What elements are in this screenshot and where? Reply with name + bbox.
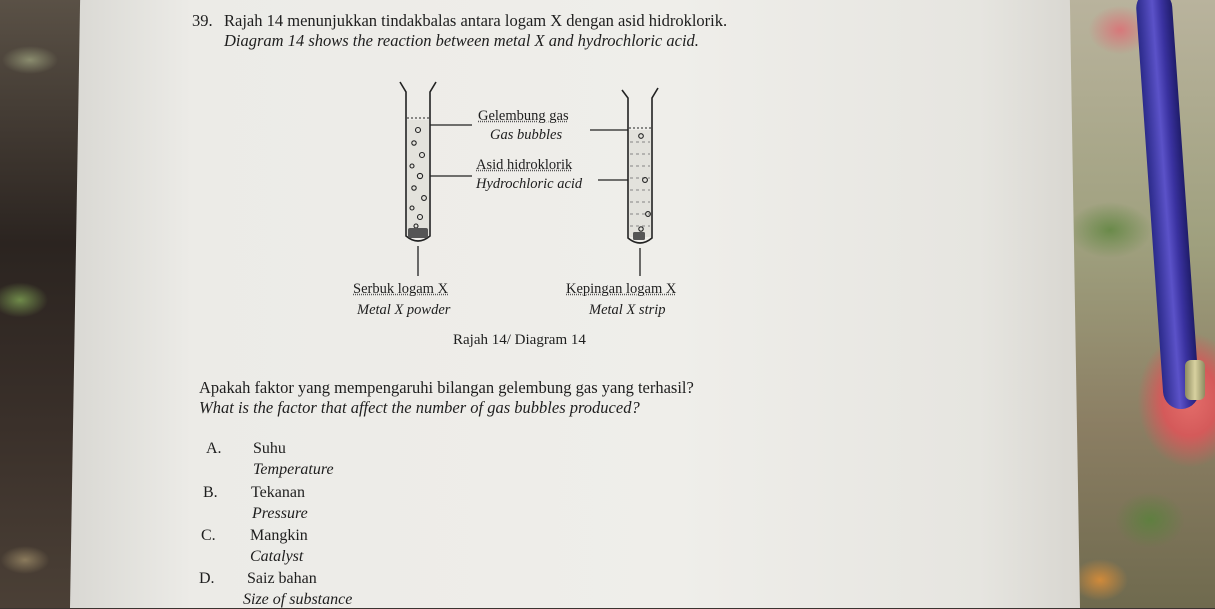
label-powder-english: Metal X powder: [357, 302, 451, 318]
option-d-malay: Saiz bahan: [247, 570, 317, 587]
option-c-english: Catalyst: [250, 548, 304, 565]
acid-liquid-right: [629, 130, 651, 237]
metal-powder: [408, 228, 428, 238]
prompt-english: What is the factor that affect the number of gas bubbles produced?: [199, 398, 640, 417]
question-text-malay: Rajah 14 menunjukkan tindakbalas antara logam X dengan asid hidroklorik.: [224, 11, 728, 30]
question-number: 39.: [192, 11, 213, 30]
option-c-malay: Mangkin: [250, 527, 308, 544]
option-b-english: Pressure: [252, 505, 308, 522]
metal-strip: [633, 232, 645, 240]
label-gas-bubbles-malay: Gelembung gas: [478, 108, 569, 124]
option-b-malay: Tekanan: [251, 484, 305, 501]
label-gas-bubbles-english: Gas bubbles: [490, 127, 563, 143]
label-acid-malay: Asid hidroklorik: [476, 157, 573, 173]
option-a-malay: Suhu: [253, 440, 286, 457]
label-powder-malay: Serbuk logam X: [353, 281, 449, 297]
option-d-letter: D.: [199, 570, 215, 587]
option-a-english: Temperature: [253, 461, 334, 478]
option-c-letter: C.: [201, 527, 216, 544]
question-text-english: Diagram 14 shows the reaction between metal X and hydrochloric acid.: [224, 31, 699, 50]
label-strip-english: Metal X strip: [589, 302, 666, 318]
label-acid-english: Hydrochloric acid: [476, 176, 583, 192]
option-d-english: Size of substance: [243, 591, 353, 608]
label-strip-malay: Kepingan logam X: [566, 281, 677, 297]
diagram-caption: Rajah 14/ Diagram 14: [453, 332, 586, 348]
prompt-malay: Apakah faktor yang mempengaruhi bilangan gelembung gas yang terhasil?: [199, 378, 694, 397]
option-b-letter: B.: [203, 484, 218, 501]
option-a-letter: A.: [206, 440, 222, 457]
